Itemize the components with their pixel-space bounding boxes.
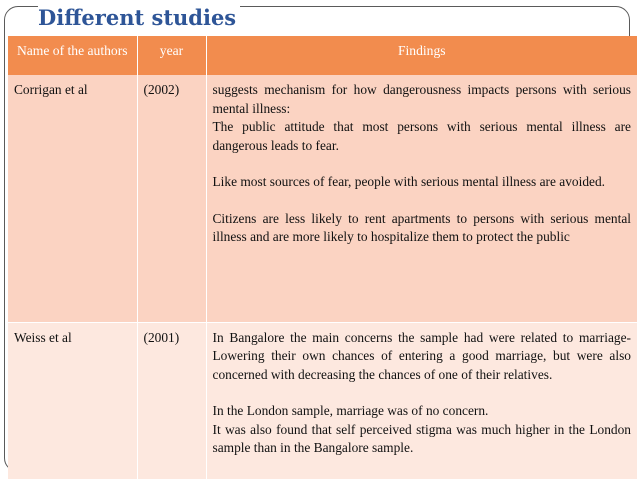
table-header-row: [8, 36, 638, 75]
table-row: [8, 322, 638, 479]
slide-title: Different studies: [38, 5, 240, 30]
finding-text: In Bangalore the main concerns the sample had were related to marriage-Lowering their own chances of entering a good marriage, but were also concerned with decreasing the chances of one of their relatives.: [212, 329, 631, 382]
studies-table: [8, 36, 638, 479]
finding-text: Citizens are less likely to rent apartments to persons with serious mental illness and are more likely to hospitalize them to protect the public: [212, 210, 631, 244]
finding-text: The public attitude that most persons with serious mental illness are dangerous leads to fear.: [212, 119, 631, 153]
header-authors: Name of the authors: [8, 36, 137, 75]
year-cell: (2002): [137, 75, 206, 322]
finding-text: In the London sample, marriage was of no concern.: [212, 403, 489, 418]
finding-text: suggests mechanism for how dangerousness impacts persons with serious mental illness:: [212, 82, 631, 116]
header-findings: Findings: [206, 36, 638, 75]
year-cell: (2001): [137, 322, 206, 479]
finding-text: It was also found that self perceived stigma was much higher in the London sample than in the Bangalore sample.: [212, 421, 631, 455]
header-year: year: [137, 36, 206, 75]
author-cell: Corrigan et al: [8, 75, 137, 322]
findings-cell: [206, 322, 638, 479]
finding-text: Like most sources of fear, people with serious mental illness are avoided.: [212, 174, 606, 189]
table-row: [8, 75, 638, 322]
author-cell: Weiss et al: [8, 322, 137, 479]
findings-cell: [206, 75, 638, 322]
